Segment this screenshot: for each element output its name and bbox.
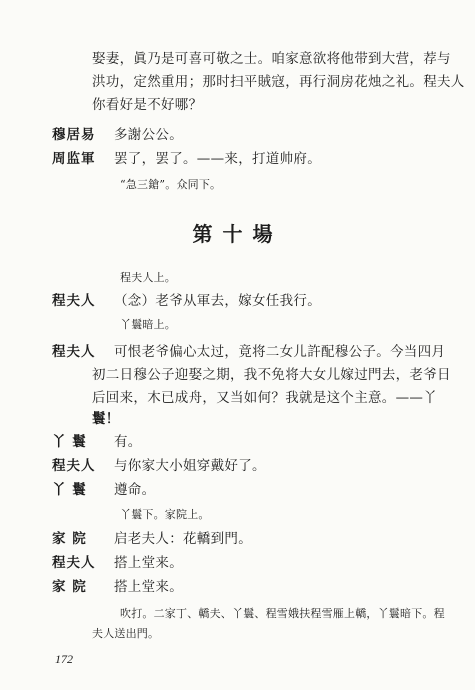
speaker-label: 家 院 [52, 579, 87, 595]
dialogue-line: 鬟！ [92, 411, 120, 427]
dialogue-text: 启老夫人：花轎到門。 [114, 531, 252, 547]
stage-direction: 丫鬟暗上。 [120, 318, 176, 331]
dialogue-text: 罢了，罢了。——来，打道帅府。 [114, 151, 321, 167]
stage-direction: “急三鎗”。众同下。 [120, 178, 222, 191]
dialogue-line: 可恨老爷偏心太过，竟将二女儿許配穆公子。今当四月 [114, 344, 446, 360]
speaker-label: 丫 鬟 [52, 434, 87, 450]
scene-title: 第十場 [192, 222, 283, 246]
dialogue-text: 遵命。 [114, 482, 156, 498]
intro-line-2: 洪功，定然重用；那时扫平賊寇，再行洞房花烛之礼。程夫人 [92, 74, 465, 90]
dialogue-text: 多謝公公。 [114, 127, 183, 143]
speaker-label: 周监軍 [52, 151, 96, 167]
speaker-label: 丫 鬟 [52, 482, 87, 498]
speaker-label: 穆居易 [52, 127, 96, 143]
intro-line-3: 你看好是不好哪？ [92, 97, 203, 113]
dialogue-line: 初二日穆公子迎娶之期，我不免将大女儿嫁过門去，老爷日 [92, 367, 451, 383]
dialogue-text: 有。 [114, 434, 142, 450]
speaker-label: 家 院 [52, 531, 87, 547]
stage-direction: 吹打。二家丁、轎夫、丫鬟、程雪娥扶程雪雁上轎，丫鬟暗下。程 [120, 607, 445, 620]
stage-direction: 丫鬟下。家院上。 [120, 508, 210, 521]
stage-direction: 程夫人上。 [120, 271, 176, 284]
speaker-label: 程夫人 [52, 344, 96, 360]
stage-direction: 夫人送出門。 [92, 627, 160, 640]
speaker-label: 程夫人 [52, 555, 96, 571]
dialogue-text: 搭上堂来。 [114, 579, 183, 595]
speaker-label: 程夫人 [52, 458, 96, 474]
dialogue-line: 后回来，木已成舟，又当如何？我就是这个主意。——丫 [92, 390, 437, 406]
intro-line-1: 娶妻，眞乃是可喜可敬之士。咱家意欲将他带到大营，荐与 [92, 51, 451, 67]
speaker-label: 程夫人 [52, 293, 96, 309]
dialogue-text: 与你家大小姐穿戴好了。 [114, 458, 266, 474]
dialogue-text: 搭上堂来。 [114, 555, 183, 571]
dialogue-text: （念）老爷从軍去，嫁女任我行。 [114, 293, 321, 309]
page-number: 172 [55, 652, 73, 666]
